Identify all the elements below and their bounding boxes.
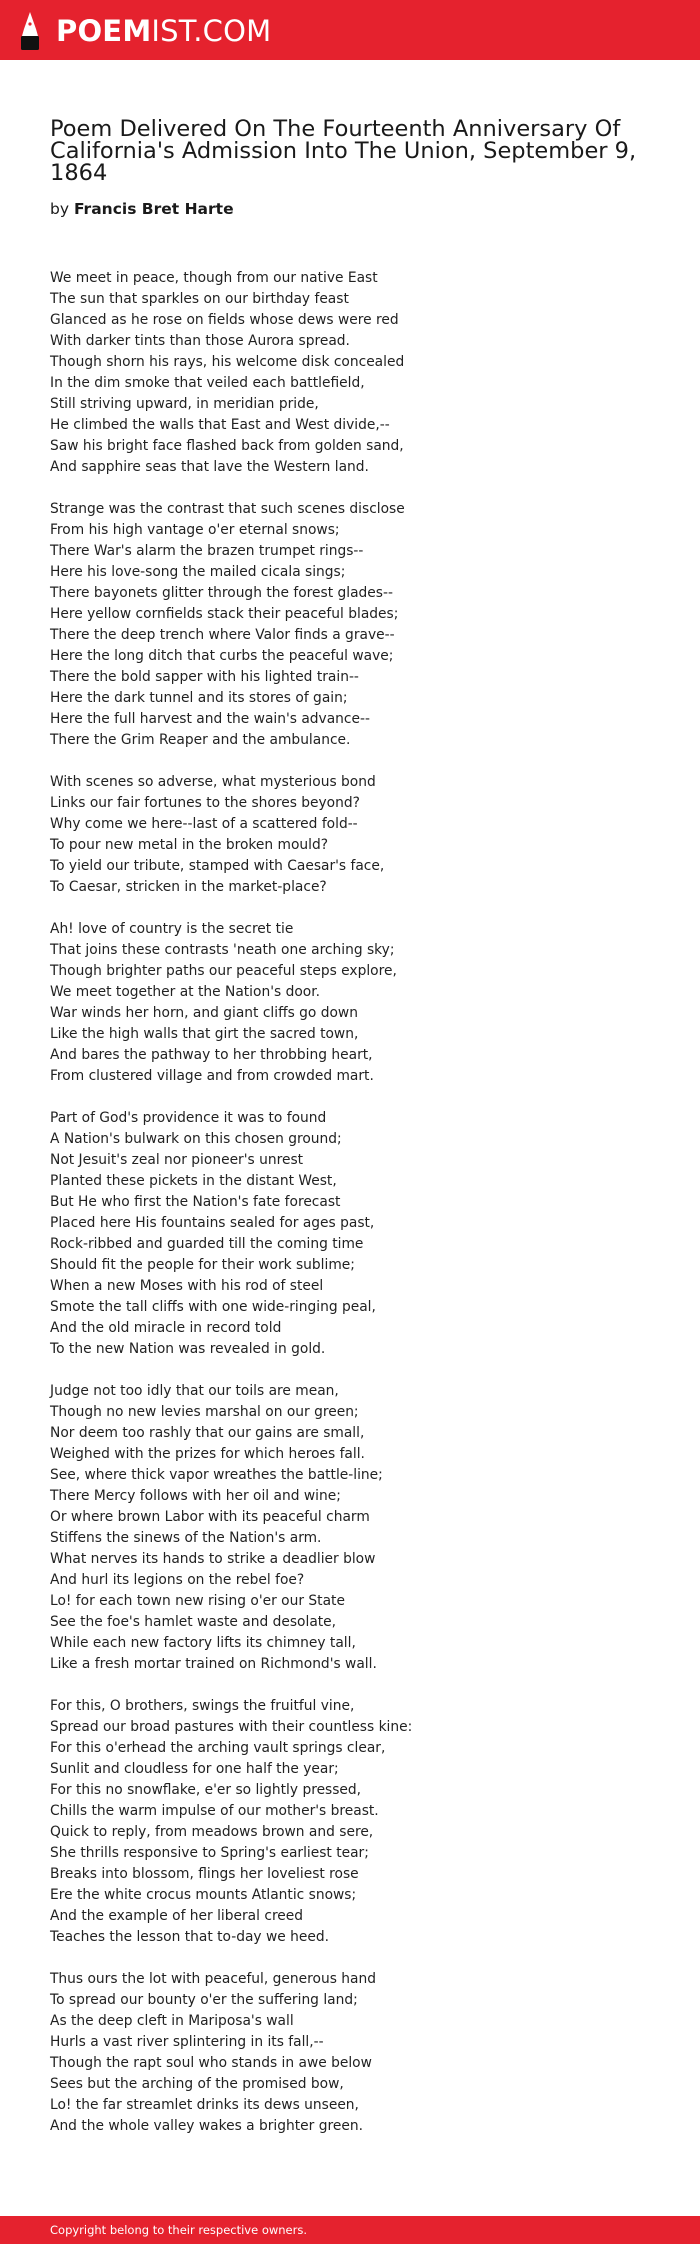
- poem-line: With scenes so adverse, what mysterious bond: [50, 774, 376, 790]
- poem-line: To spread our bounty o'er the suffering land;: [50, 1992, 358, 2008]
- poem-line: Placed here His fountains sealed for ages past,: [50, 1215, 375, 1231]
- poem-line: To the new Nation was revealed in gold.: [50, 1341, 326, 1357]
- poem-line: Though brighter paths our peaceful steps explore,: [50, 963, 397, 979]
- poem-line: There bayonets glitter through the forest glades--: [50, 585, 393, 601]
- stanza: [50, 1696, 670, 1948]
- poem-line: She thrills responsive to Spring's earliest tear;: [50, 1845, 369, 1861]
- stanza: [50, 1381, 670, 1675]
- poem-line: What nerves its hands to strike a deadlier blow: [50, 1551, 376, 1567]
- poem-line: He climbed the walls that East and West divide,--: [50, 417, 390, 433]
- poem-line: Like the high walls that girt the sacred town,: [50, 1026, 359, 1042]
- poem-line: Here the full harvest and the wain's advance--: [50, 711, 370, 727]
- poem-line: And hurl its legions on the rebel foe?: [50, 1572, 305, 1588]
- header-bar: [0, 0, 700, 60]
- poem-line: There the deep trench where Valor finds a grave--: [50, 627, 395, 643]
- by-label: by: [50, 200, 70, 218]
- poem-line: Part of God's providence it was to found: [50, 1110, 327, 1126]
- stanza: [50, 499, 670, 751]
- poem-line: Spread our broad pastures with their countless kine:: [50, 1719, 413, 1735]
- poem-line: And sapphire seas that lave the Western land.: [50, 459, 369, 475]
- poem-line: For this o'erhead the arching vault springs clear,: [50, 1740, 386, 1756]
- poem-line: Thus ours the lot with peaceful, generous hand: [50, 1971, 376, 1987]
- poem-line: Saw his bright face flashed back from golden sand,: [50, 438, 404, 454]
- poem-line: Sunlit and cloudless for one half the year;: [50, 1761, 339, 1777]
- poem-line: Nor deem too rashly that our gains are small,: [50, 1425, 365, 1441]
- poem-line: While each new factory lifts its chimney tall,: [50, 1635, 356, 1651]
- site-name: [56, 11, 271, 51]
- poem-line: With darker tints than those Aurora spread.: [50, 333, 350, 349]
- poem-line: Planted these pickets in the distant West,: [50, 1173, 337, 1189]
- poem-line: Teaches the lesson that to-day we heed.: [50, 1929, 329, 1945]
- poem-line: Though shorn his rays, his welcome disk concealed: [50, 354, 405, 370]
- poem-line: Weighed with the prizes for which heroes fall.: [50, 1446, 365, 1462]
- poem-line: See the foe's hamlet waste and desolate,: [50, 1614, 337, 1630]
- footer-bar: [0, 2216, 700, 2244]
- poem-line: Glanced as he rose on fields whose dews were red: [50, 312, 399, 328]
- poem-line: Quick to reply, from meadows brown and sere,: [50, 1824, 374, 1840]
- stanza: [50, 772, 670, 898]
- poem-line: Not Jesuit's zeal nor pioneer's unrest: [50, 1152, 304, 1168]
- poem-line: We meet in peace, though from our native East: [50, 270, 378, 286]
- pen-nib-icon: [18, 11, 42, 51]
- poem-line: Links our fair fortunes to the shores beyond?: [50, 795, 360, 811]
- poem-line: Smote the tall cliffs with one wide-ringing peal,: [50, 1299, 376, 1315]
- poem-line: There the bold sapper with his lighted train--: [50, 669, 359, 685]
- poem-line: Breaks into blossom, flings her loveliest rose: [50, 1866, 359, 1882]
- poem-line: For this no snowflake, e'er so lightly pressed,: [50, 1782, 362, 1798]
- poem-line: War winds her horn, and giant cliffs go down: [50, 1005, 358, 1021]
- poem-line: But He who first the Nation's fate forecast: [50, 1194, 341, 1210]
- poem-line: Stiffens the sinews of the Nation's arm.: [50, 1530, 322, 1546]
- poem-line: Here the long ditch that curbs the peaceful wave;: [50, 648, 394, 664]
- poem-line: For this, O brothers, swings the fruitful vine,: [50, 1698, 355, 1714]
- poem-line: A Nation's bulwark on this chosen ground;: [50, 1131, 342, 1147]
- author-name[interactable]: Francis Bret Harte: [73, 200, 234, 218]
- copyright-notice: Copyright belong to their respective owners.: [50, 2223, 308, 2237]
- poem-line: There Mercy follows with her oil and wine;: [50, 1488, 341, 1504]
- poem-line: In the dim smoke that veiled each battlefield,: [50, 375, 365, 391]
- poem-line: When a new Moses with his rod of steel: [50, 1278, 324, 1294]
- poem-line: That joins these contrasts 'neath one arching sky;: [50, 942, 395, 958]
- poem-line: And the whole valley wakes a brighter green.: [50, 2118, 363, 2134]
- site-logo[interactable]: [18, 10, 271, 52]
- poem-line: Should fit the people for their work sublime;: [50, 1257, 355, 1273]
- poem-line: Lo! the far streamlet drinks its dews unseen,: [50, 2097, 359, 2113]
- poem-line: Though no new levies marshal on our green;: [50, 1404, 359, 1420]
- poem-line: Ah! love of country is the secret tie: [50, 921, 294, 937]
- poem-line: See, where thick vapor wreathes the battle-line;: [50, 1467, 383, 1483]
- poem-line: To yield our tribute, stamped with Caesar's face,: [50, 858, 385, 874]
- poem-line: We meet together at the Nation's door.: [50, 984, 320, 1000]
- poem-line: To Caesar, stricken in the market-place?: [50, 879, 327, 895]
- poem-line: And the example of her liberal creed: [50, 1908, 304, 1924]
- poem-line: The sun that sparkles on our birthday feast: [50, 291, 349, 307]
- stanza: [50, 1108, 670, 1360]
- poem-line: And the old miracle in record told: [50, 1320, 282, 1336]
- poem-line: Ere the white crocus mounts Atlantic snows;: [50, 1887, 357, 1903]
- poem-line: As the deep cleft in Mariposa's wall: [50, 2013, 294, 2029]
- poem-line: Like a fresh mortar trained on Richmond's wall.: [50, 1656, 377, 1672]
- poem-line: There War's alarm the brazen trumpet rings--: [50, 543, 364, 559]
- poem-line: Sees but the arching of the promised bow,: [50, 2076, 344, 2092]
- poem-line: Or where brown Labor with its peaceful charm: [50, 1509, 370, 1525]
- poem-line: Lo! for each town new rising o'er our State: [50, 1593, 345, 1609]
- byline: [50, 199, 234, 219]
- poem-line: Rock-ribbed and guarded till the coming time: [50, 1236, 364, 1252]
- poem-line: Here yellow cornfields stack their peaceful blades;: [50, 606, 399, 622]
- poem-line: Still striving upward, in meridian pride,: [50, 396, 319, 412]
- stanza: [50, 919, 670, 1087]
- logo-text-bold: POEM: [56, 14, 152, 48]
- poem-line: Though the rapt soul who stands in awe below: [50, 2055, 372, 2071]
- poem-line: There the Grim Reaper and the ambulance.: [50, 732, 351, 748]
- poem-line: Hurls a vast river splintering in its fall,--: [50, 2034, 324, 2050]
- logo-text-light: IST.COM: [151, 14, 272, 48]
- poem-line: Chills the warm impulse of our mother's breast.: [50, 1803, 379, 1819]
- poem-body: [50, 268, 670, 2158]
- poem-line: To pour new metal in the broken mould?: [50, 837, 329, 853]
- poem-line: From clustered village and from crowded mart.: [50, 1068, 374, 1084]
- poem-line: And bares the pathway to her throbbing heart,: [50, 1047, 373, 1063]
- stanza: [50, 268, 670, 478]
- stanza: [50, 1969, 670, 2137]
- poem-line: Strange was the contrast that such scenes disclose: [50, 501, 405, 517]
- poem-line: Here the dark tunnel and its stores of gain;: [50, 690, 348, 706]
- poem-title: Poem Delivered On The Fourteenth Anniversary Of California's Admission Into The Union, September 9, 1864: [50, 116, 637, 186]
- poem-line: Judge not too idly that our toils are mean,: [50, 1383, 339, 1399]
- poem-line: Here his love-song the mailed cicala sings;: [50, 564, 346, 580]
- poem-line: From his high vantage o'er eternal snows;: [50, 522, 340, 538]
- poem-line: Why come we here--last of a scattered fold--: [50, 816, 358, 832]
